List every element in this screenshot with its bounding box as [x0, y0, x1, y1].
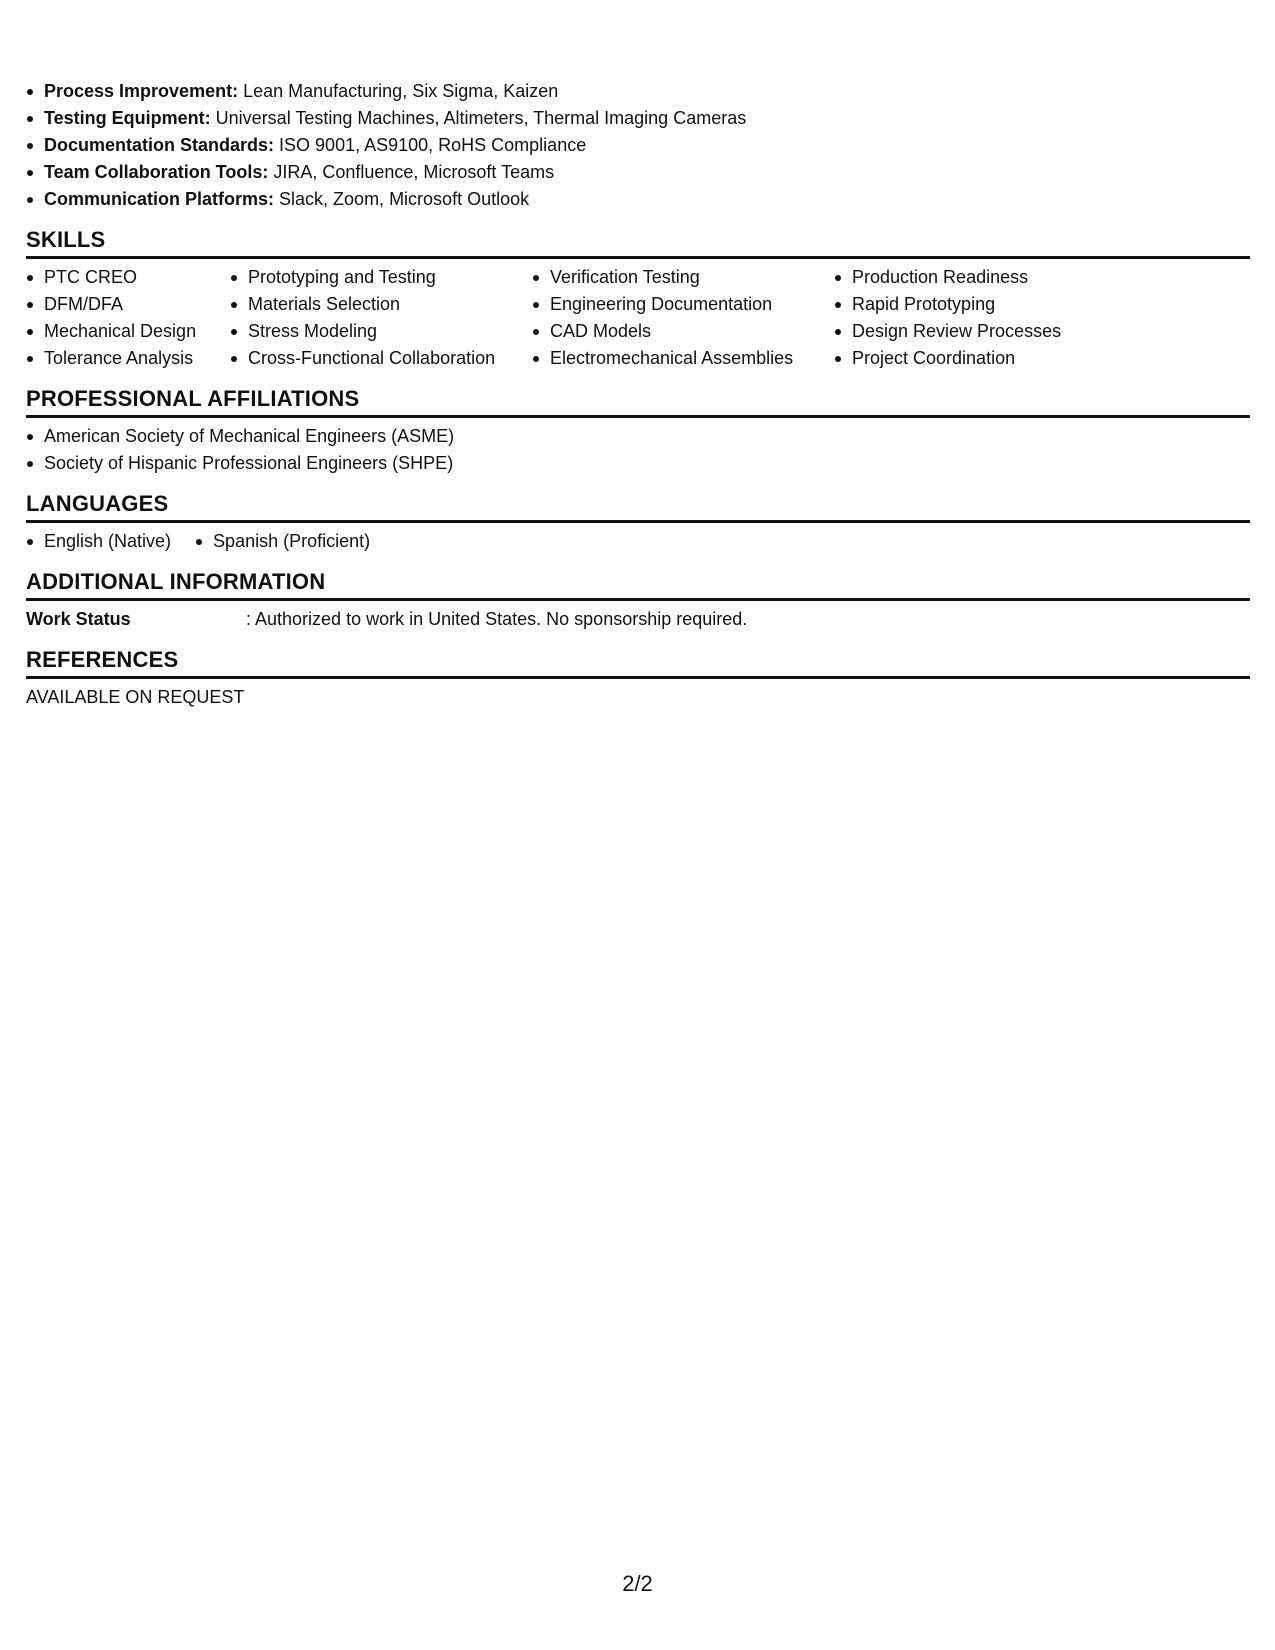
- work-status-row: [26, 606, 1250, 633]
- page-number: 2/2: [622, 1571, 653, 1596]
- work-status-value: : Authorized to work in United States. No sponsorship required.: [246, 609, 748, 629]
- additional-info-section: [26, 569, 1250, 633]
- skill-item: Design Review Processes: [834, 318, 1134, 345]
- skill-item: CAD Models: [532, 318, 834, 345]
- skill-item: Production Readiness: [834, 264, 1134, 291]
- skill-item: Stress Modeling: [230, 318, 532, 345]
- item-value: Universal Testing Machines, Altimeters, Thermal Imaging Cameras: [210, 108, 747, 128]
- section-heading-affiliations: PROFESSIONAL AFFILIATIONS: [26, 386, 1250, 418]
- skill-item: Rapid Prototyping: [834, 291, 1134, 318]
- skills-column: [532, 264, 834, 372]
- item-key: Testing Equipment:: [44, 108, 211, 128]
- skill-item: Prototyping and Testing: [230, 264, 532, 291]
- item-value: Lean Manufacturing, Six Sigma, Kaizen: [238, 81, 559, 101]
- skills-column: [230, 264, 532, 372]
- skill-item: Electromechanical Assemblies: [532, 345, 834, 372]
- affiliation-item: American Society of Mechanical Engineers (ASME): [26, 423, 1250, 450]
- affiliations-list: [26, 423, 1250, 477]
- skill-item: PTC CREO: [26, 264, 230, 291]
- languages-list: [26, 528, 1250, 555]
- list-item: [26, 186, 1250, 213]
- item-value: JIRA, Confluence, Microsoft Teams: [268, 162, 555, 182]
- skill-item: Materials Selection: [230, 291, 532, 318]
- affiliation-item: Society of Hispanic Professional Engineers (SHPE): [26, 450, 1250, 477]
- section-heading-references: REFERENCES: [26, 647, 1250, 679]
- skills-section: [26, 227, 1250, 372]
- languages-section: [26, 491, 1250, 555]
- references-section: [26, 647, 1250, 711]
- skill-item: Verification Testing: [532, 264, 834, 291]
- item-key: Process Improvement:: [44, 81, 239, 101]
- list-item: [26, 159, 1250, 186]
- item-key: Team Collaboration Tools:: [44, 162, 269, 182]
- skills-column: [834, 264, 1134, 372]
- skill-item: DFM/DFA: [26, 291, 230, 318]
- skill-item: Mechanical Design: [26, 318, 230, 345]
- skill-item: Tolerance Analysis: [26, 345, 230, 372]
- item-value: ISO 9001, AS9100, RoHS Compliance: [274, 135, 587, 155]
- references-text: AVAILABLE ON REQUEST: [26, 687, 245, 707]
- item-key: Communication Platforms:: [44, 189, 275, 209]
- list-item: [26, 132, 1250, 159]
- section-heading-skills: SKILLS: [26, 227, 1250, 259]
- tools-list: [26, 78, 1250, 213]
- skill-item: Cross-Functional Collaboration: [230, 345, 532, 372]
- affiliations-section: [26, 386, 1250, 477]
- item-value: Slack, Zoom, Microsoft Outlook: [274, 189, 530, 209]
- list-item: [26, 78, 1250, 105]
- section-heading-additional-information: ADDITIONAL INFORMATION: [26, 569, 1250, 601]
- section-heading-languages: LANGUAGES: [26, 491, 1250, 523]
- skill-item: Project Coordination: [834, 345, 1134, 372]
- skills-column: [26, 264, 230, 372]
- skill-item: Engineering Documentation: [532, 291, 834, 318]
- resume-content: [26, 78, 1250, 711]
- language-item: Spanish (Proficient): [195, 528, 370, 555]
- skills-grid: [26, 264, 1250, 372]
- list-item: [26, 105, 1250, 132]
- work-status-label: Work Status: [26, 609, 131, 629]
- language-item: English (Native): [26, 528, 171, 555]
- item-key: Documentation Standards:: [44, 135, 275, 155]
